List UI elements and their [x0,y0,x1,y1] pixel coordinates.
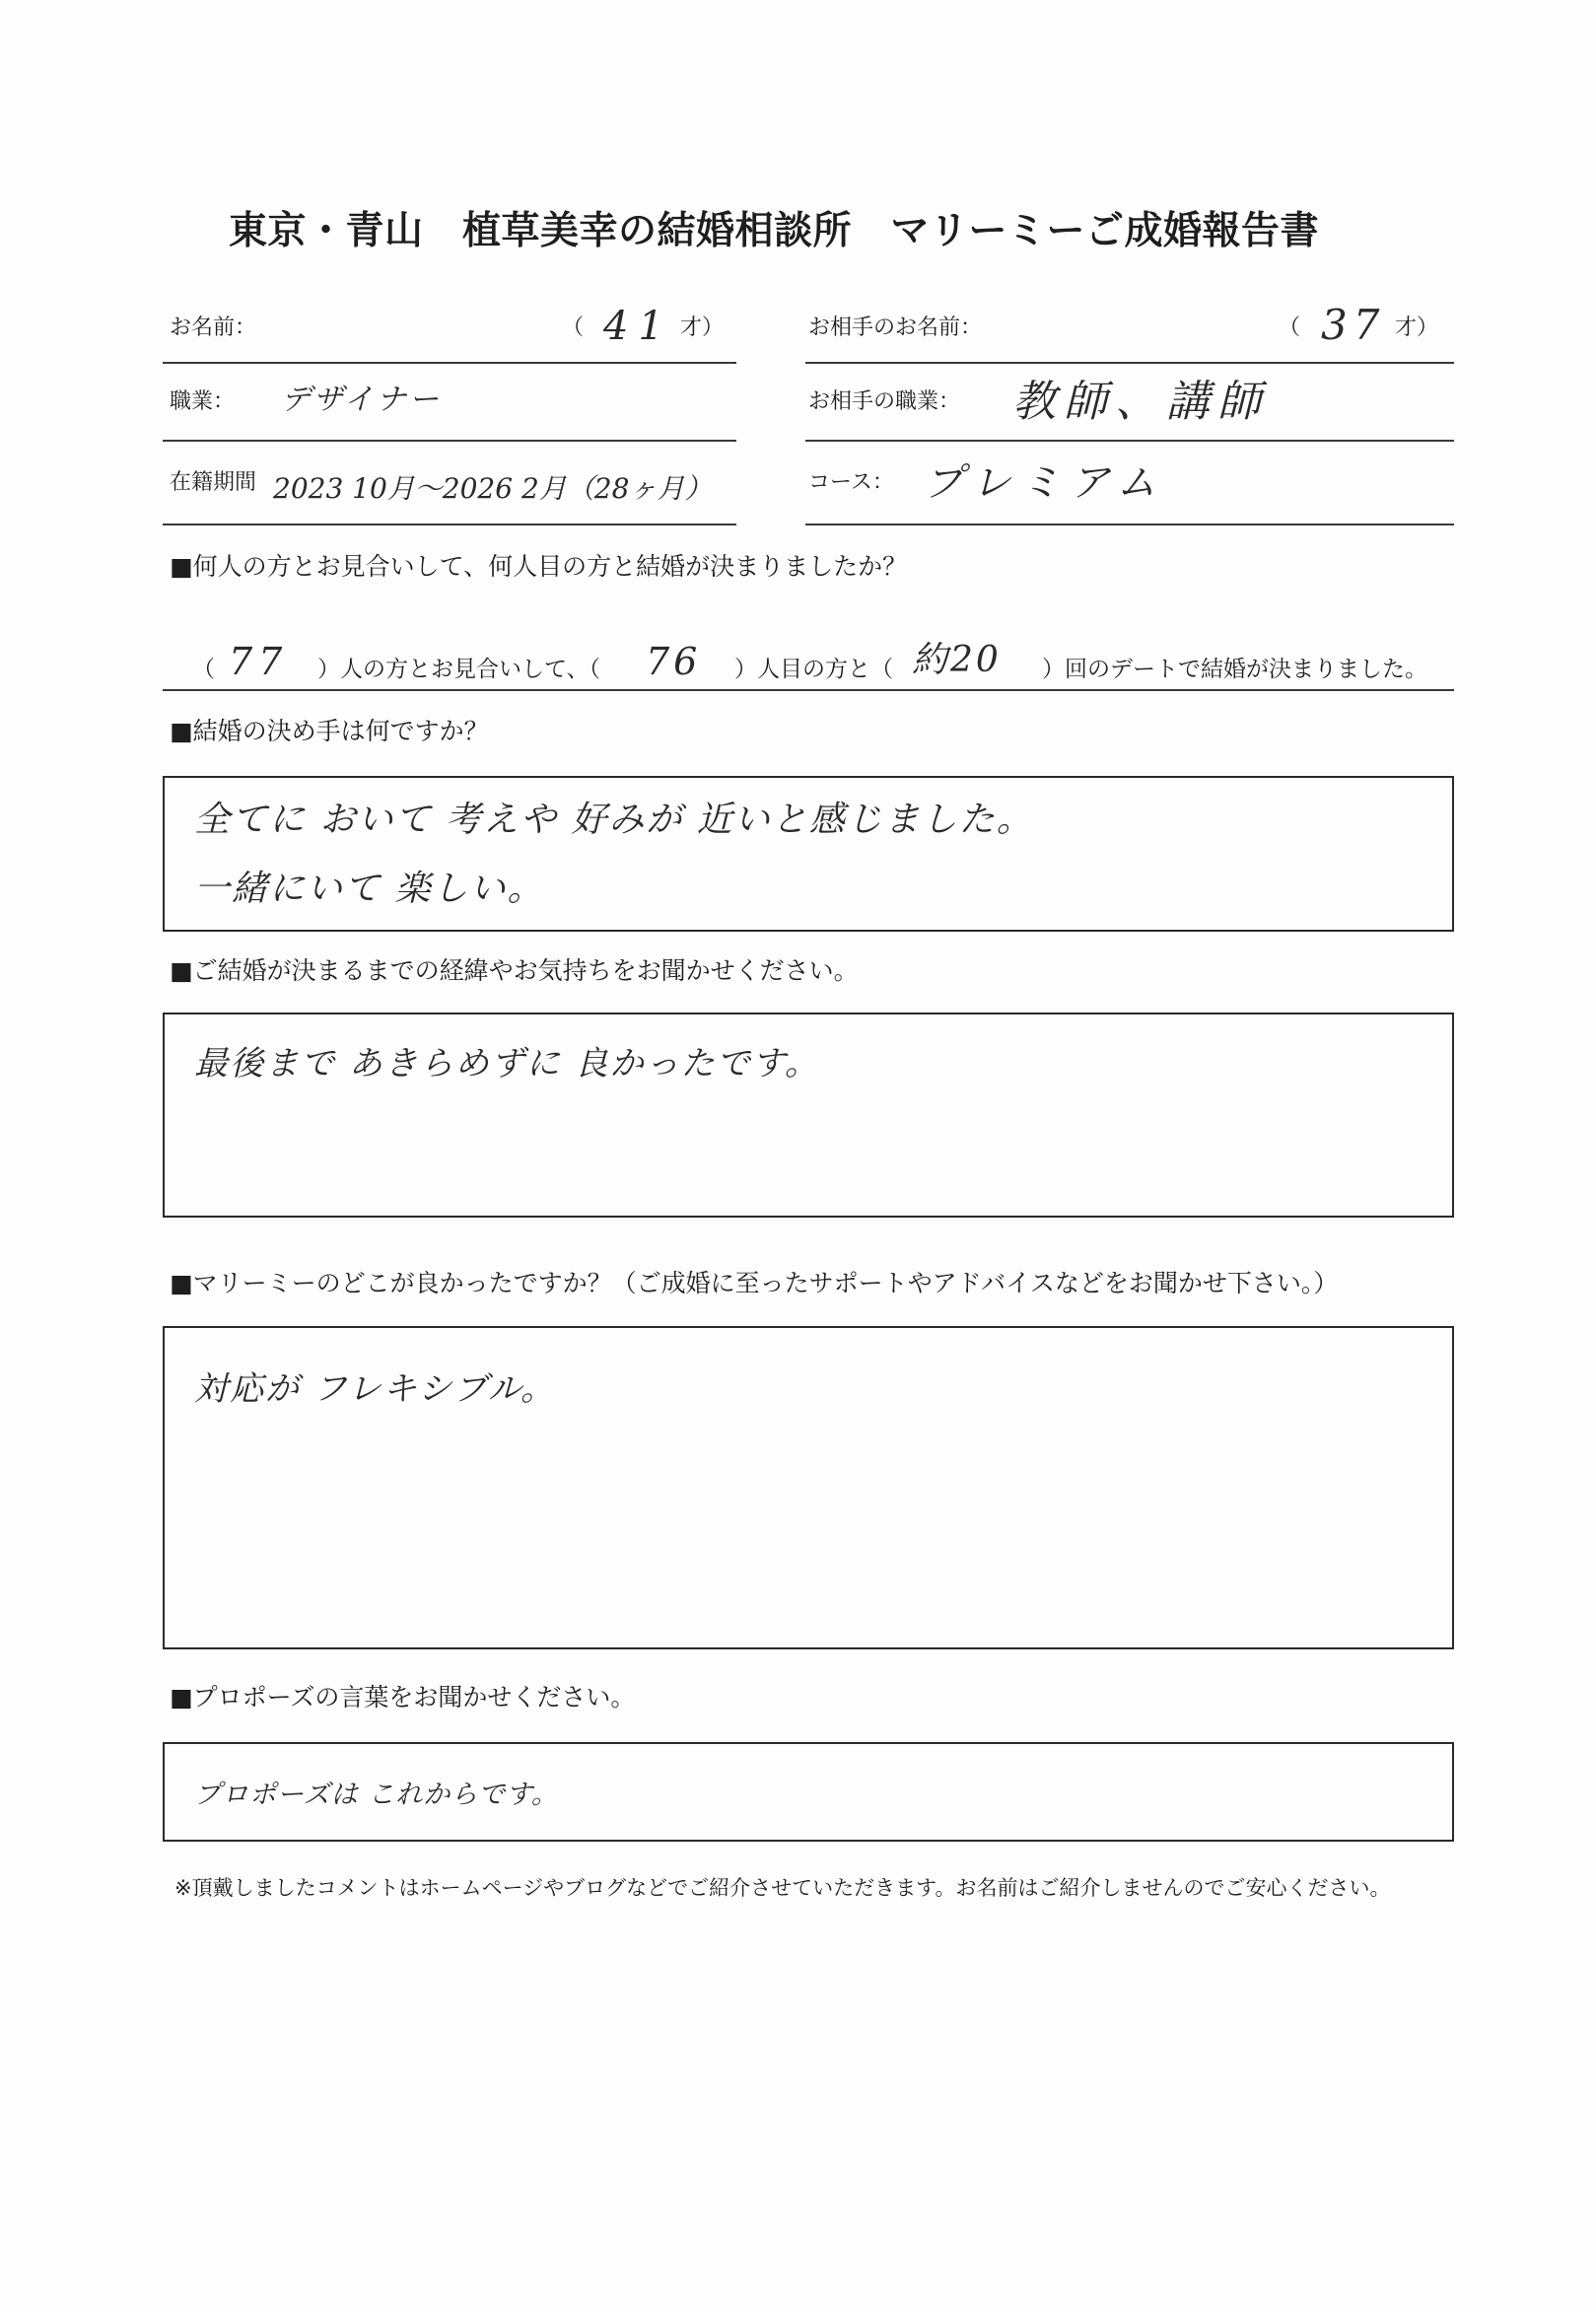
partner-occupation-value: 教師、講師 [1012,377,1269,427]
name-underline [163,362,736,364]
partner-age-unit: 才） [1395,315,1439,340]
deciding-factor-answer-box [163,776,1454,932]
proposal-answer-box [163,1742,1454,1842]
partner-name-label: お相手のお名前： [808,315,983,340]
omiai-text-2: ）人の方とお見合いして、（ [317,657,601,682]
omiai-underline [163,689,1454,691]
journey-answer-box [163,1013,1454,1218]
deciding-factor-answer-line-2: 一緒にいて 楽しい。 [194,869,545,909]
omiai-count-value: 77 [229,640,289,683]
membership-period-underline [163,524,736,525]
partner-name-underline [805,362,1454,364]
occupation-value: デザイナー [281,383,442,417]
good-points-answer-box [163,1326,1454,1649]
age-open-paren: （ [562,315,585,340]
document-title: 東京・青山 植草美幸の結婚相談所 マリーミーご成婚報告書 [229,209,1320,253]
occupation-underline [163,440,736,442]
age-value: 41 [603,304,673,349]
age-unit: 才） [680,315,725,340]
footer-note: ※頂戴しましたコメントはホームページやブログなどでご紹介させていただきます。お名前はご紹介しませんのでご安心ください。 [174,1876,1391,1900]
date-count-value: 約20 [912,640,1002,680]
deciding-factor-answer-line-1: 全てに おいて 考えや 好みが 近いと感じました。 [194,800,1034,840]
good-points-heading: ■マリーミーのどこが良かったですか？（ご成婚に至ったサポートやアドバイスなどをお聞かせ下さい。） [170,1269,1339,1297]
course-value: プレミアム [924,460,1166,506]
omiai-text-1: （ [192,657,215,682]
journey-answer-line-1: 最後まで あきらめずに 良かったです。 [194,1044,820,1083]
omiai-question-heading: ■何人の方とお見合いして、何人目の方と結婚が決まりましたか？ [170,552,908,581]
good-points-answer-line-1: 対応が フレキシブル。 [194,1369,557,1409]
journey-heading: ■ご結婚が決まるまでの経緯やお気持ちをお聞かせください。 [170,956,859,985]
course-underline [805,524,1454,525]
partner-rank-value: 76 [646,640,702,683]
course-label: コース： [808,470,894,495]
partner-occupation-underline [805,440,1454,442]
name-label: お名前： [170,315,257,340]
omiai-text-4: ）回のデートで結婚が決まりました。 [1042,657,1427,682]
deciding-factor-heading: ■結婚の決め手は何ですか？ [170,717,489,745]
partner-occupation-label: お相手の職業： [808,389,961,414]
proposal-answer-line-1: プロポーズは これからです。 [194,1780,559,1810]
proposal-heading: ■プロポーズの言葉をお聞かせください。 [170,1683,636,1712]
partner-age-open-paren: （ [1279,315,1301,340]
occupation-label: 職業： [170,389,236,414]
membership-period-value: 2023 10月〜2026 2月（28ヶ月） [273,472,713,505]
omiai-text-3: ）人目の方と（ [734,657,893,682]
partner-age-value: 37 [1321,301,1386,349]
membership-period-label: 在籍期間 [170,470,257,495]
